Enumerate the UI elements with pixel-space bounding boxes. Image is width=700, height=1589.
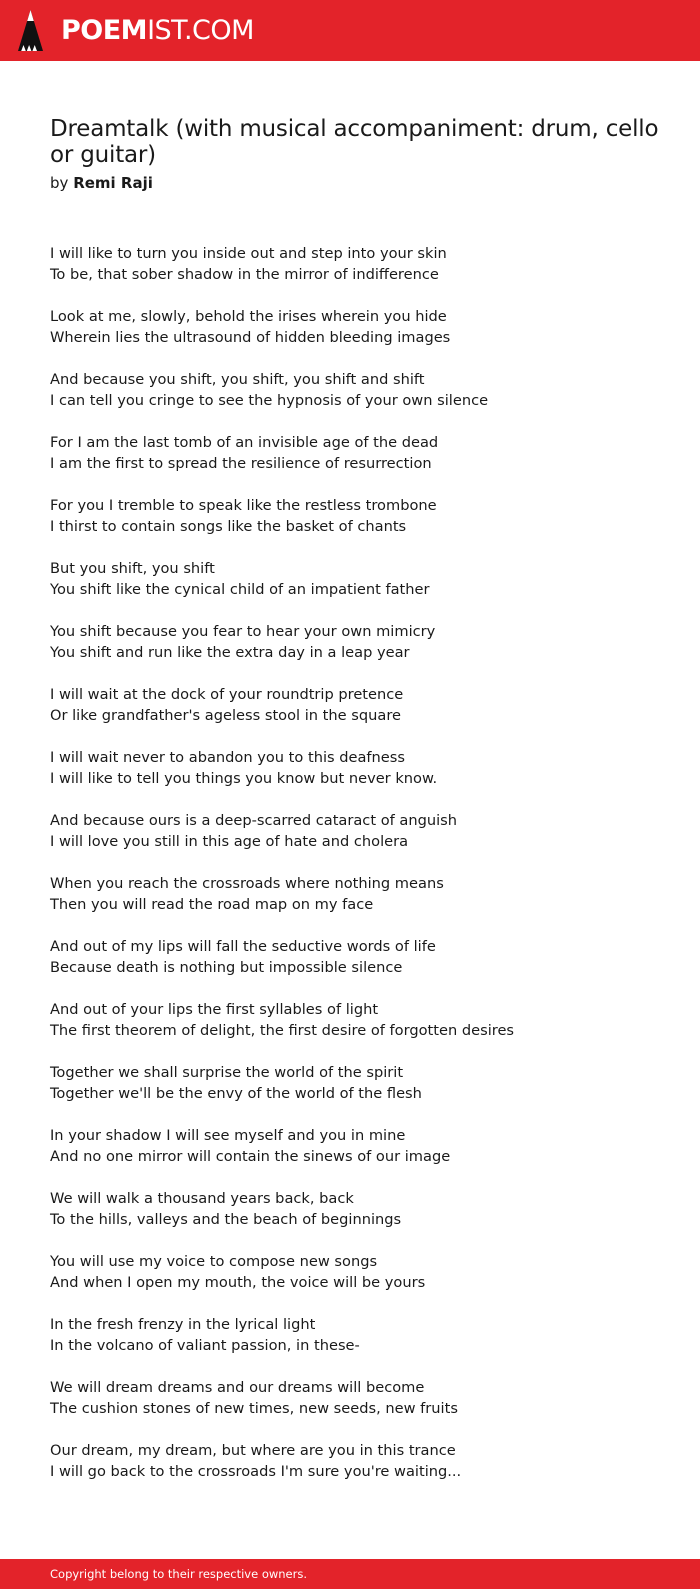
poem-line: To the hills, valleys and the beach of beginnings: [50, 1211, 402, 1228]
poem-stanza: [50, 747, 670, 789]
poem-line: I will go back to the crossroads I'm sure you're waiting...: [50, 1463, 462, 1480]
poem-line: Wherein lies the ultrasound of hidden bleeding images: [50, 329, 451, 346]
poem-stanza: [50, 1440, 670, 1482]
poem-line: And no one mirror will contain the sinews of our image: [50, 1148, 451, 1165]
byline: [50, 173, 670, 193]
site-footer: [0, 1559, 700, 1589]
poem-heading: [50, 116, 670, 193]
poem-line: The first theorem of delight, the first desire of forgotten desires: [50, 1022, 515, 1039]
poem-line: Our dream, my dream, but where are you in this trance: [50, 1442, 456, 1459]
poem-line: We will walk a thousand years back, back: [50, 1190, 354, 1207]
poem-line: The cushion stones of new times, new seeds, new fruits: [50, 1400, 458, 1417]
site-header: [0, 0, 700, 61]
poem-stanza: [50, 873, 670, 915]
poem-line: You shift like the cynical child of an impatient father: [50, 581, 430, 598]
poem-stanza: [50, 999, 670, 1041]
poem-line: In the volcano of valiant passion, in these-: [50, 1337, 360, 1354]
poem-line: But you shift, you shift: [50, 560, 215, 577]
poem-stanza: [50, 1188, 670, 1230]
poem-stanza: [50, 621, 670, 663]
poem-stanza: [50, 558, 670, 600]
poem-title: Dreamtalk (with musical accompaniment: drum, cello or guitar): [50, 116, 659, 168]
poem-stanza: [50, 1377, 670, 1419]
site-logo[interactable]: [18, 10, 254, 51]
poem-line: In the fresh frenzy in the lyrical light: [50, 1316, 316, 1333]
poem-line: For you I tremble to speak like the restless trombone: [50, 497, 437, 514]
poem-body: [50, 243, 670, 1503]
poem-line: I will love you still in this age of hate and cholera: [50, 833, 409, 850]
poem-stanza: [50, 1125, 670, 1167]
poem-stanza: [50, 495, 670, 537]
poem-line: I will like to turn you inside out and step into your skin: [50, 245, 447, 262]
poem-line: For I am the last tomb of an invisible age of the dead: [50, 434, 439, 451]
poem-line: I can tell you cringe to see the hypnosis of your own silence: [50, 392, 489, 409]
by-label: by: [50, 174, 69, 192]
poem-line: We will dream dreams and our dreams will become: [50, 1379, 425, 1396]
author-name[interactable]: Remi Raji: [73, 174, 153, 192]
poem-line: I will like to tell you things you know but never know.: [50, 770, 438, 787]
copyright-text: Copyright belong to their respective owners.: [50, 1567, 308, 1581]
poem-stanza: [50, 1062, 670, 1104]
poem-stanza: [50, 369, 670, 411]
poem-line: Look at me, slowly, behold the irises wherein you hide: [50, 308, 447, 325]
logo-bold-text: POEM: [61, 15, 148, 46]
poem-stanza: [50, 1251, 670, 1293]
poem-line: You shift and run like the extra day in a leap year: [50, 644, 410, 661]
poem-line: In your shadow I will see myself and you in mine: [50, 1127, 406, 1144]
poem-line: Together we shall surprise the world of the spirit: [50, 1064, 404, 1081]
poem-stanza: [50, 810, 670, 852]
poem-line: Together we'll be the envy of the world of the flesh: [50, 1085, 422, 1102]
poem-line: Then you will read the road map on my face: [50, 896, 374, 913]
poem-line: When you reach the crossroads where nothing means: [50, 875, 444, 892]
poem-line: I am the first to spread the resilience of resurrection: [50, 455, 432, 472]
poem-line: You shift because you fear to hear your own mimicry: [50, 623, 436, 640]
poem-line: Because death is nothing but impossible silence: [50, 959, 403, 976]
poem-stanza: [50, 1314, 670, 1356]
poem-line: I will wait at the dock of your roundtrip pretence: [50, 686, 404, 703]
poem-line: And out of your lips the first syllables of light: [50, 1001, 379, 1018]
poem-line: I will wait never to abandon you to this deafness: [50, 749, 405, 766]
poem-stanza: [50, 936, 670, 978]
poem-stanza: [50, 432, 670, 474]
poem-stanza: [50, 684, 670, 726]
poem-line: You will use my voice to compose new songs: [50, 1253, 378, 1270]
poem-line: And because you shift, you shift, you shift and shift: [50, 371, 425, 388]
site-logo-text: [61, 10, 254, 51]
poem-line: I thirst to contain songs like the basket of chants: [50, 518, 407, 535]
poem-line: Or like grandfather's ageless stool in the square: [50, 707, 401, 724]
poem-line: And when I open my mouth, the voice will be yours: [50, 1274, 426, 1291]
poem-stanza: [50, 243, 670, 285]
logo-light-text: IST.COM: [147, 15, 254, 46]
poem-line: And out of my lips will fall the seductive words of life: [50, 938, 436, 955]
poem-line: To be, that sober shadow in the mirror of indifference: [50, 266, 439, 283]
poem-line: And because ours is a deep-scarred cataract of anguish: [50, 812, 458, 829]
poem-stanza: [50, 306, 670, 348]
pencil-tip-icon: [18, 10, 43, 51]
